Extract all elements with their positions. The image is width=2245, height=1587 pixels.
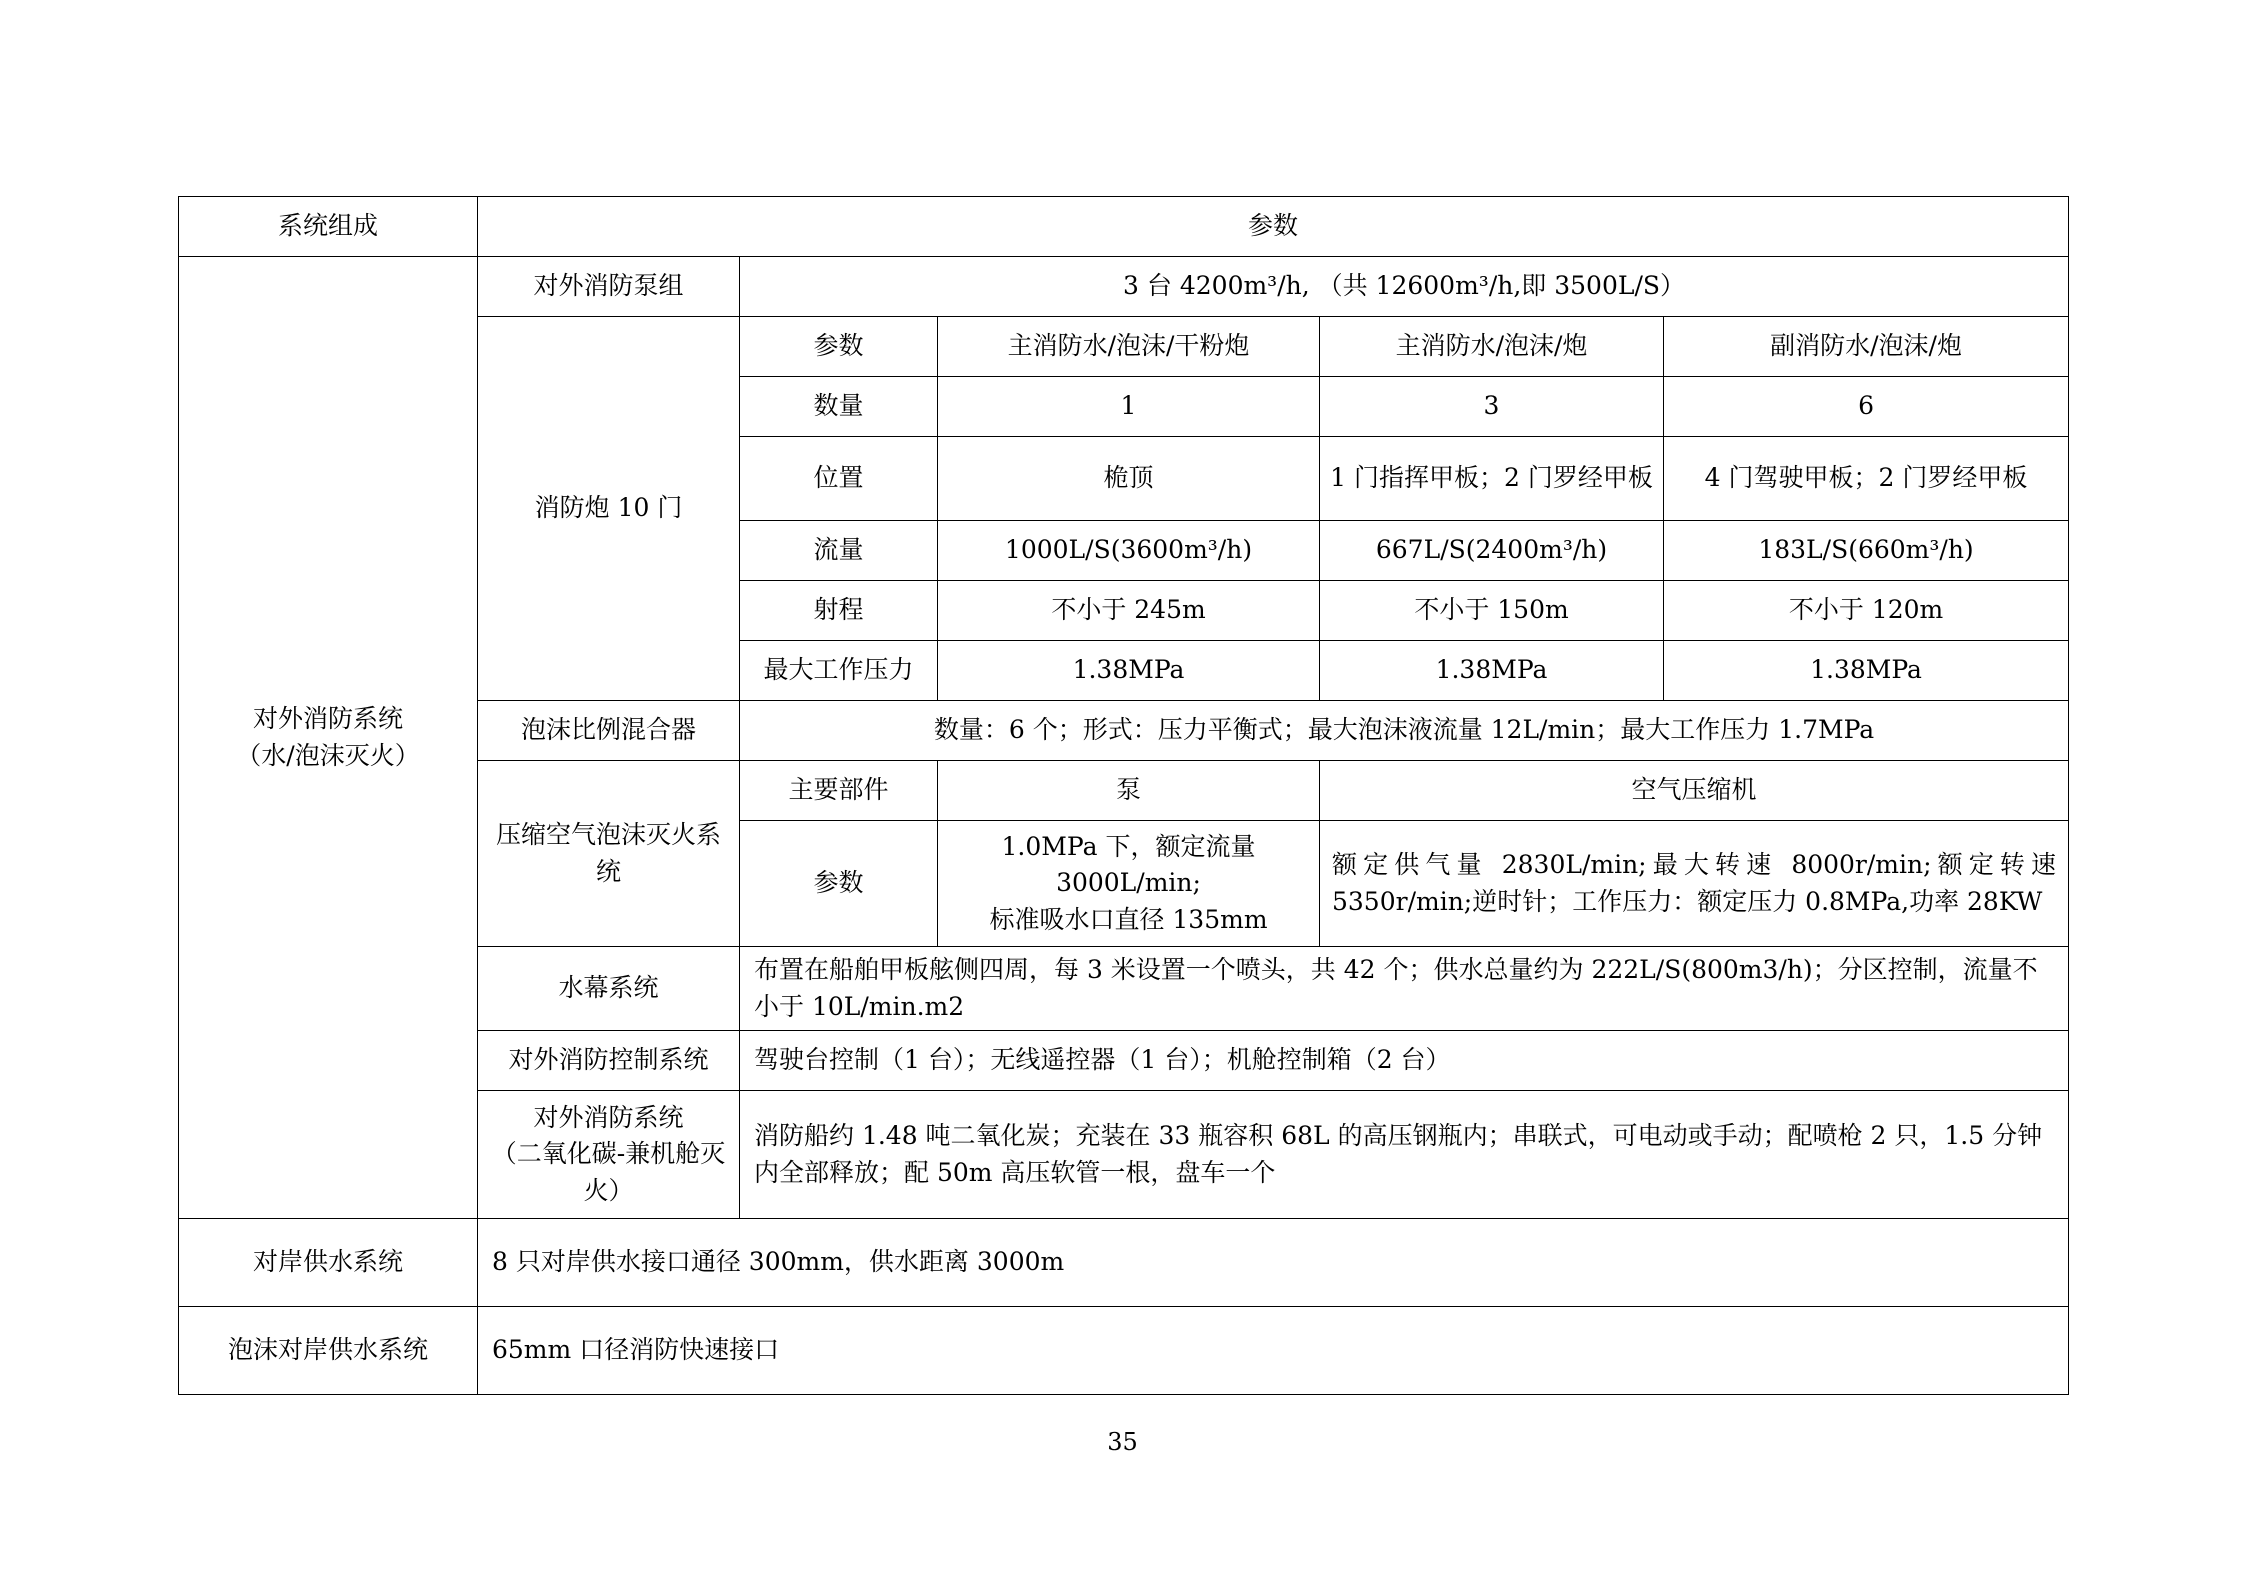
monitors-cell: 桅顶: [938, 437, 1320, 521]
caf-compressor-label: 空气压缩机: [1320, 761, 2069, 821]
monitors-cell: 1000L/S(3600m³/h): [938, 521, 1320, 581]
monitors-col-header: 副消防水/泡沫/炮: [1664, 317, 2069, 377]
monitors-cell: 4 门驾驶甲板；2 门罗经甲板: [1664, 437, 2069, 521]
control-system-label: 对外消防控制系统: [478, 1031, 740, 1091]
fire-system-spec-table: [178, 196, 2069, 1395]
monitors-cell: 不小于 150m: [1320, 581, 1664, 641]
control-system-value: 驾驶台控制（1 台）；无线遥控器（1 台）；机舱控制箱（2 台）: [740, 1031, 2069, 1091]
caf-pump-params-line: 3000L/min;: [1056, 868, 1201, 898]
co2-system-title-line2: （二氧化碳-兼机舱灭火）: [491, 1139, 726, 1205]
external-fire-system-title: [179, 257, 478, 1219]
caf-pump-params-line: 1.0MPa 下，额定流量: [1001, 832, 1256, 862]
monitors-row-name: 数量: [740, 377, 938, 437]
monitors-cell: 不小于 245m: [938, 581, 1320, 641]
caf-pump-params-line: 标准吸水口直径 135mm: [989, 904, 1268, 934]
foam-proportioner-value: 数量：6 个；形式：压力平衡式；最大泡沫液流量 12L/min；最大工作压力 1.7MPa: [740, 701, 2069, 761]
monitors-row-name: 最大工作压力: [740, 641, 938, 701]
monitors-row-name: 位置: [740, 437, 938, 521]
page-number: 35: [1107, 1428, 1138, 1456]
header-component: 系统组成: [179, 197, 478, 257]
co2-system-value: 消防船约 1.48 吨二氧化炭；充装在 33 瓶容积 68L 的高压钢瓶内；串联式，可电动或手动；配喷枪 2 只，1.5 分钟内全部释放；配 50m 高压软管一根，盘车一个: [740, 1091, 2069, 1219]
water-curtain-value: 布置在船舶甲板舷侧四周，每 3 米设置一个喷头，共 42 个；供水总量约为 222L/S(800m3/h)；分区控制，流量不小于 10L/min.m2: [740, 947, 2069, 1031]
monitors-cell: 3: [1320, 377, 1664, 437]
foam-proportioner-label: 泡沫比例混合器: [478, 701, 740, 761]
monitors-cell: 667L/S(2400m³/h): [1320, 521, 1664, 581]
external-fire-system-title-line1: 对外消防系统: [252, 704, 403, 734]
monitors-label: 消防炮 10 门: [478, 317, 740, 701]
monitors-cell: 1.38MPa: [1320, 641, 1664, 701]
caf-system-label: 压缩空气泡沫灭火系统: [478, 761, 740, 947]
co2-system-title: [478, 1091, 740, 1219]
pump-group-label: 对外消防泵组: [478, 257, 740, 317]
table-row: [179, 1307, 2069, 1395]
monitors-col-header: 主消防水/泡沫/炮: [1320, 317, 1664, 377]
external-fire-system-title-line2: （水/泡沫灭火）: [236, 740, 420, 770]
monitors-col-header: 主消防水/泡沫/干粉炮: [938, 317, 1320, 377]
foam-shore-supply-value: 65mm 口径消防快速接口: [478, 1307, 2069, 1395]
monitors-cell: 183L/S(660m³/h): [1664, 521, 2069, 581]
caf-main-parts-label: 主要部件: [740, 761, 938, 821]
header-row: [179, 197, 2069, 257]
caf-params-label: 参数: [740, 821, 938, 947]
monitors-row-name: 流量: [740, 521, 938, 581]
table-row: [179, 257, 2069, 317]
pump-group-value: 3 台 4200m³/h, （共 12600m³/h,即 3500L/S）: [740, 257, 2069, 317]
monitors-col-header: 参数: [740, 317, 938, 377]
caf-compressor-params: 额定供气量 2830L/min;最大转速 8000r/min;额定转速 5350r/min;逆时针；工作压力：额定压力 0.8MPa,功率 28KW: [1320, 821, 2069, 947]
header-params: 参数: [478, 197, 2069, 257]
shore-supply-value: 8 只对岸供水接口通径 300mm，供水距离 3000m: [478, 1219, 2069, 1307]
caf-pump-params: [938, 821, 1320, 947]
monitors-cell: 6: [1664, 377, 2069, 437]
monitors-cell: 1.38MPa: [938, 641, 1320, 701]
table-row: [179, 1219, 2069, 1307]
co2-system-title-line1: 对外消防系统: [533, 1103, 684, 1133]
water-curtain-label: 水幕系统: [478, 947, 740, 1031]
monitors-cell: 1.38MPa: [1664, 641, 2069, 701]
monitors-cell: 1 门指挥甲板；2 门罗经甲板: [1320, 437, 1664, 521]
monitors-cell: 1: [938, 377, 1320, 437]
monitors-row-name: 射程: [740, 581, 938, 641]
monitors-cell: 不小于 120m: [1664, 581, 2069, 641]
foam-shore-supply-label: 泡沫对岸供水系统: [179, 1307, 478, 1395]
caf-pump-label: 泵: [938, 761, 1320, 821]
shore-supply-label: 对岸供水系统: [179, 1219, 478, 1307]
